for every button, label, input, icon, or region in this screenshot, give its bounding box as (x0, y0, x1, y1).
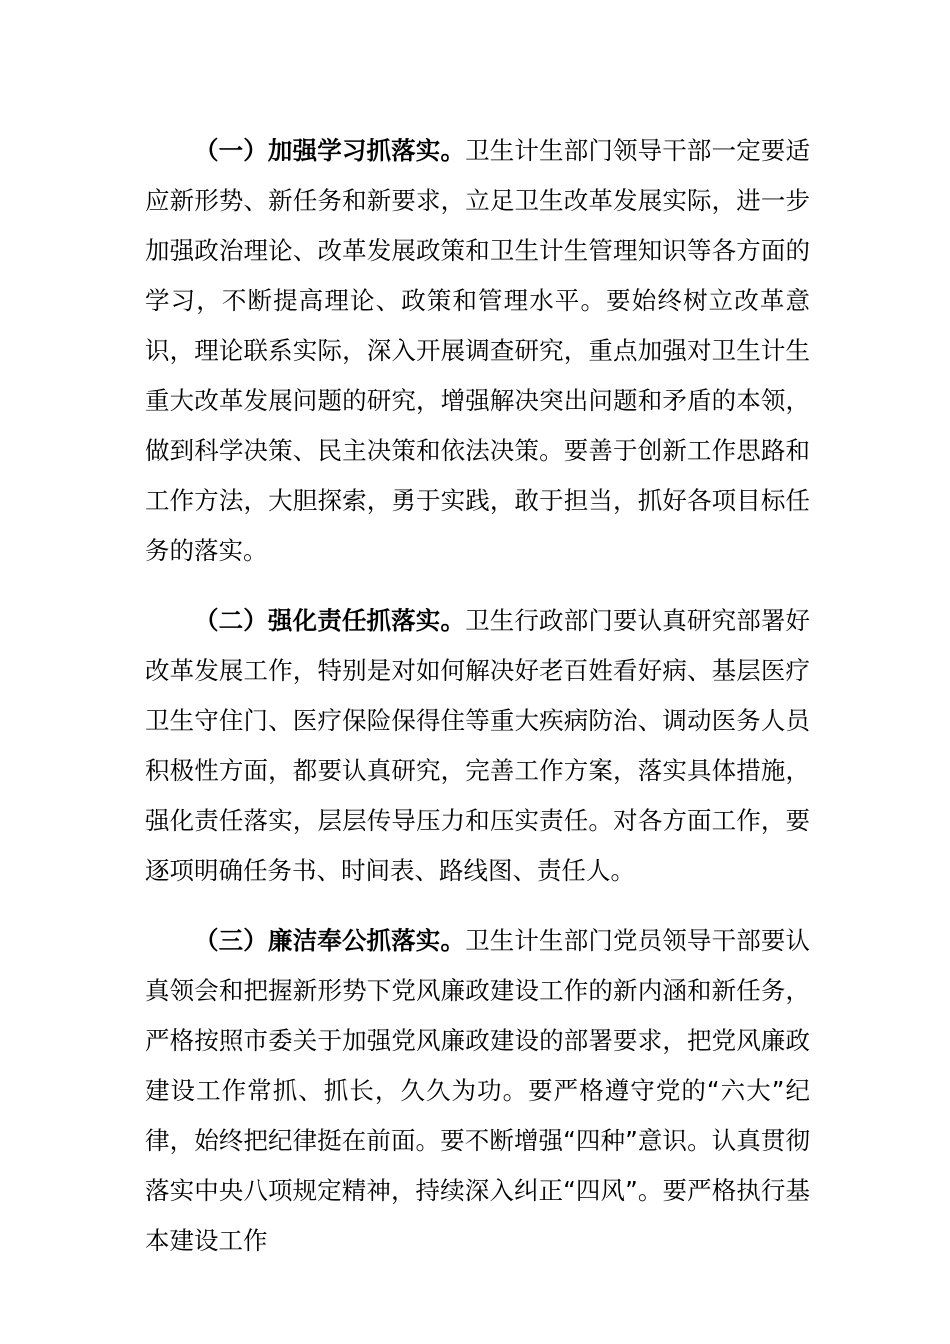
section-three-body: 卫生计生部门党员领导干部要认真领会和把握新形势下党风廉政建设工作的新内涵和新任务，严格按照市委关于加强党风廉政建设的部署要求，把党风廉政建设工作常抓、抓长，久久为功。要严格遵守党的“六大”纪律，始终把纪律挺在前面。要不断增强“四种”意识。认真贯彻落实中央八项规定精神，持续深入纠正“四风”。要严格执行基本建设工作 (145, 926, 811, 1255)
section-two-paragraph (145, 596, 810, 896)
section-one-body: 卫生计生部门领导干部一定要适应新形势、新任务和新要求，立足卫生改革发展实际，进一步加强政治理论、改革发展政策和卫生计生管理知识等各方面的学习，不断提高理论、政策和管理水平。要始终树立改革意识，理论联系实际，深入开展调查研究，重点加强对卫生计生重大改革发展问题的研究，增强解决突出问题和矛盾的本领，做到科学决策、民主决策和依法决策。要善于创新工作思路和工作方法，大胆探索，勇于实践，敢于担当，抓好各项目标任务的落实。 (145, 136, 811, 565)
section-three-heading: （三）廉洁奉公抓落实。 (194, 926, 466, 955)
section-two-body: 卫生行政部门要认真研究部署好改革发展工作，特别是对如何解决好老百姓看好病、基层医疗卫生守住门、医疗保险保得住等重大疾病防治、调动医务人员积极性方面，都要认真研究，完善工作方案，落实具体措施，强化责任落实，层层传导压力和压实责任。对各方面工作，要逐项明确任务书、时间表、路线图、责任人。 (145, 606, 811, 885)
section-two-heading: （二）强化责任抓落实。 (194, 606, 466, 635)
section-three-paragraph (145, 916, 810, 1266)
section-one-paragraph (145, 126, 810, 576)
section-one-heading: （一）加强学习抓落实。 (194, 136, 466, 165)
